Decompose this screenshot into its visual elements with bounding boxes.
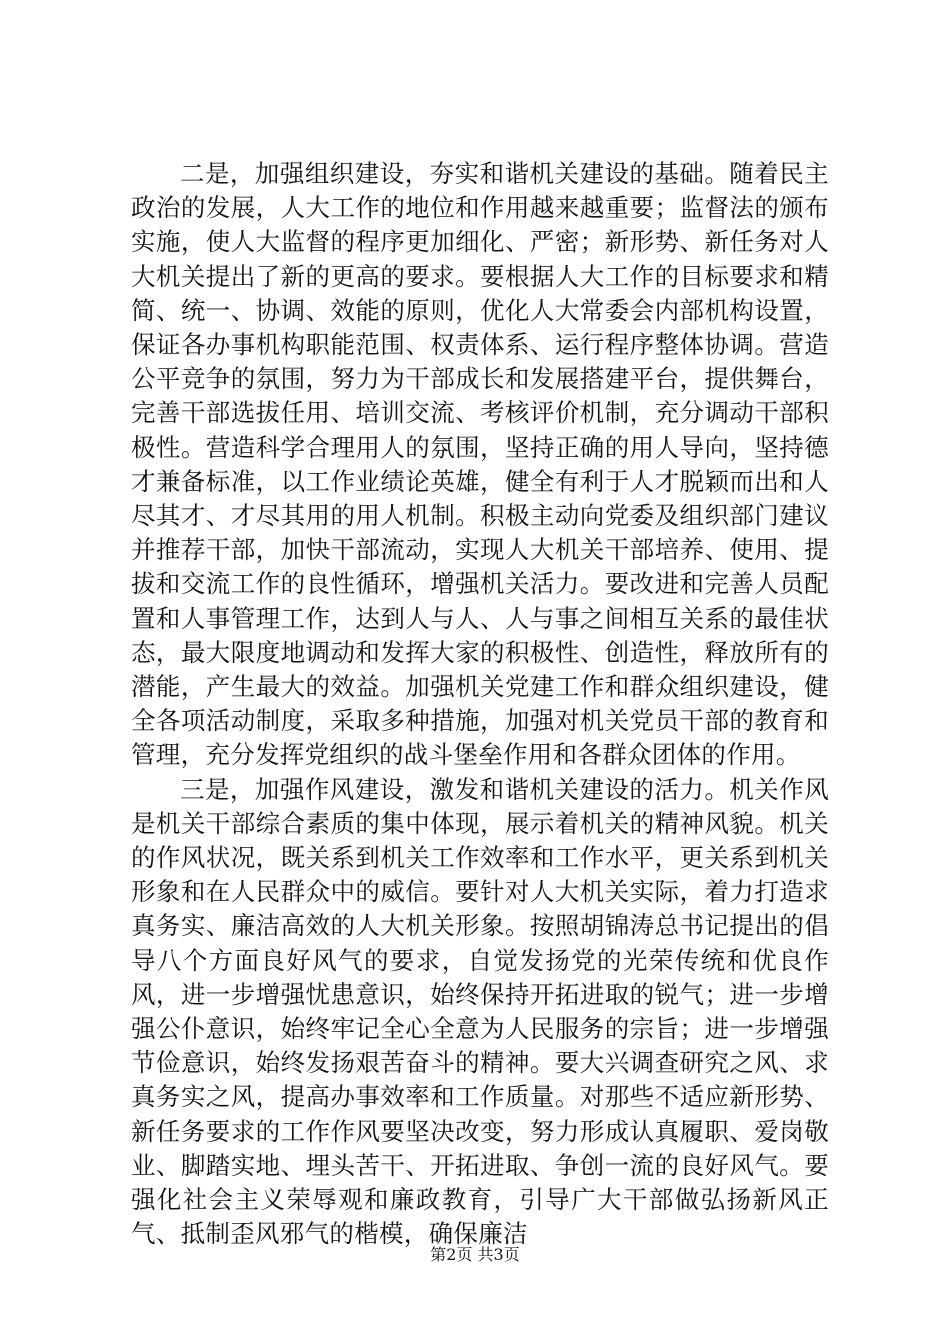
paragraph-organization-building: 二是，加强组织建设，夯实和谐机关建设的基础。随着民主政治的发展，人大工作的地位和作用越来越重要；监督法的颁布实施，使人大监督的程序更加细化、严密；新形势、新任务对人大机关提出了新的更高的要求。要根据人大工作的目标要求和精简、统一、协调、效能的原则，优化人大常委会内部机构设置，保证各办事机构职能范围、权责体系、运行程序整体协调。营造公平竞争的氛围，努力为干部成长和发展搭建平台，提供舞台，完善干部选拔任用、培训交流、考核评价机制，充分调动干部积极性。营造科学合理用人的氛围，坚持正确的用人导向，坚持德才兼备标准，以工作业绩论英雄，健全有利于人才脱颖而出和人尽其才、才尽其用的用人机制。积极主动向党委及组织部门建议并推荐干部，加快干部流动，实现人大机关干部培养、使用、提拔和交流工作的良性循环，增强机关活力。要改进和完善人员配置和人事管理工作，达到人与人、人与事之间相互关系的最佳状态，最大限度地调动和发挥大家的积极性、创造性，释放所有的潜能，产生最大的效益。加强机关党建工作和群众组织建设，健全各项活动制度，采取多种措施，加强对机关党员干部的教育和管理，充分发挥党组织的战斗堡垒作用和各群众团体的作用。 — [131, 159, 829, 770]
paragraph-work-style-building: 三是，加强作风建设，激发和谐机关建设的活力。机关作风是机关干部综合素质的集中体现，展示着机关的精神风貌。机关的作风状况，既关系到机关工作效率和工作水平，更关系到机关形象和在人民群众中的威信。要针对人大机关实际，着力打造求真务实、廉洁高效的人大机关形象。按照胡锦涛总书记提出的倡导八个方面良好风气的要求，自觉发扬党的光荣传统和优良作风，进一步增强忧患意识，始终保持开拓进取的锐气；进一步增强公仆意识，始终牢记全心全意为人民服务的宗旨；进一步增强节俭意识，始终发扬艰苦奋斗的精神。要大兴调查研究之风、求真务实之风，提高办事效率和工作质量。对那些不适应新形势、新任务要求的工作作风要坚决改变，努力形成认真履职、爱岗敬业、脚踏实地、埋头苦干、开拓进取、争创一流的良好风气。要强化社会主义荣辱观和廉政教育，引导广大干部做弘扬新风正气、抵制歪风邪气的楷模，确保廉洁 — [131, 774, 829, 1249]
page-footer: 第2页 共3页 — [430, 1245, 520, 1264]
document-body — [131, 157, 829, 1252]
